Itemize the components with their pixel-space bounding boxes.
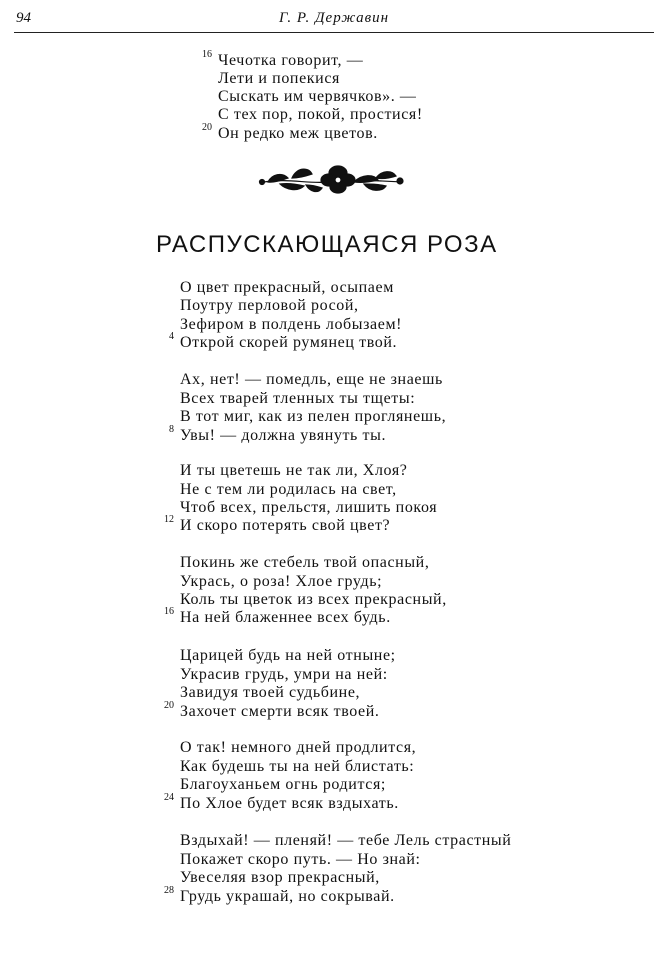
line-text: Увы! — должна увянуть ты. (180, 427, 387, 444)
verse-line (0, 333, 668, 352)
verse-line (0, 757, 668, 776)
floral-vignette-icon (258, 156, 408, 198)
running-header (14, 10, 654, 33)
line-text: На ней блаженнее всех будь. (180, 609, 391, 626)
verse-line (0, 389, 668, 408)
line-text: Вздыхай! — пленяй! — тебе Лель страстный (180, 832, 512, 849)
verse-line (0, 608, 668, 627)
verse-line (0, 738, 668, 757)
running-head-author: Г. Р. Державин (278, 10, 390, 26)
line-text: Коль ты цветок из всех прекрасный, (180, 591, 447, 608)
line-text: С тех пор, покой, простися! (218, 106, 423, 123)
verse-line (0, 69, 668, 88)
verse-line (0, 887, 668, 906)
line-number: 20 (164, 700, 174, 711)
verse-line (0, 702, 668, 721)
line-text: Покажет скоро путь. — Но знай: (180, 851, 421, 868)
verse-line (0, 278, 668, 297)
verse-line (0, 105, 668, 124)
line-text: Благоуханьем огнь родится; (180, 776, 386, 793)
verse-line (0, 831, 668, 850)
verse-line (0, 794, 668, 813)
verse-line (0, 683, 668, 702)
verse-line (0, 498, 668, 517)
line-text: О так! немного дней продлится, (180, 739, 417, 756)
verse-line (0, 461, 668, 480)
line-text: Украсив грудь, умри на ней: (180, 666, 388, 683)
line-text: Укрась, о роза! Хлое грудь; (180, 573, 383, 590)
line-text: В тот миг, как из пелен проглянешь, (180, 408, 447, 425)
verse-line (0, 370, 668, 389)
line-text: И скоро потерять свой цвет? (180, 517, 391, 534)
line-text: Грудь украшай, но сокрывай. (180, 888, 395, 905)
line-number: 8 (169, 424, 174, 435)
verse-line (0, 775, 668, 794)
verse-line (0, 590, 668, 609)
line-text: О цвет прекрасный, осыпаем (180, 279, 394, 296)
verse-line (0, 553, 668, 572)
verse-line (0, 480, 668, 499)
verse-line (0, 665, 668, 684)
line-text: Открой скорей румянец твой. (180, 334, 398, 351)
line-number: 16 (202, 49, 212, 60)
line-text: И ты цветешь не так ли, Хлоя? (180, 462, 408, 479)
line-text: Лети и попекися (218, 70, 340, 87)
verse-line (0, 315, 668, 334)
line-text: Захочет смерти всяк твоей. (180, 703, 380, 720)
verse-line (0, 572, 668, 591)
line-number: 12 (164, 514, 174, 525)
verse-line (0, 296, 668, 315)
line-number: 28 (164, 885, 174, 896)
line-number: 20 (202, 122, 212, 133)
line-text: Чечотка говорит, — (218, 52, 364, 69)
line-text: Не с тем ли родилась на свет, (180, 481, 397, 498)
line-text: По Хлое будет всяк вздыхать. (180, 795, 399, 812)
poem-title: РАСПУСКАЮЩАЯСЯ РОЗА (156, 231, 498, 258)
verse-line (0, 868, 668, 887)
line-text: Завидуя твоей судьбине, (180, 684, 361, 701)
line-text: Как будешь ты на ней блистать: (180, 758, 415, 775)
line-number: 16 (164, 606, 174, 617)
verse-line (0, 426, 668, 445)
verse-line (0, 87, 668, 106)
line-text: Поутру перловой росой, (180, 297, 359, 314)
line-text: Ах, нет! — помедль, еще не знаешь (180, 371, 443, 388)
line-text: Зефиром в полдень лобызаем! (180, 316, 403, 333)
line-text: Увеселяя взор прекрасный, (180, 869, 380, 886)
line-text: Царицей будь на ней отныне; (180, 647, 396, 664)
verse-line (0, 516, 668, 535)
verse-line (0, 124, 668, 143)
verse-line (0, 646, 668, 665)
line-text: Чтоб всех, прельстя, лишить покоя (180, 499, 438, 516)
line-text: Он редко меж цветов. (218, 125, 378, 142)
line-number: 24 (164, 792, 174, 803)
verse-line (0, 850, 668, 869)
line-text: Всех тварей тленных ты тщеты: (180, 390, 416, 407)
line-number: 4 (169, 331, 174, 342)
verse-line (0, 51, 668, 70)
line-text: Покинь же стебель твой опасный, (180, 554, 430, 571)
line-text: Сыскать им червячков». — (218, 88, 417, 105)
page-number: 94 (16, 10, 31, 26)
verse-line (0, 407, 668, 426)
